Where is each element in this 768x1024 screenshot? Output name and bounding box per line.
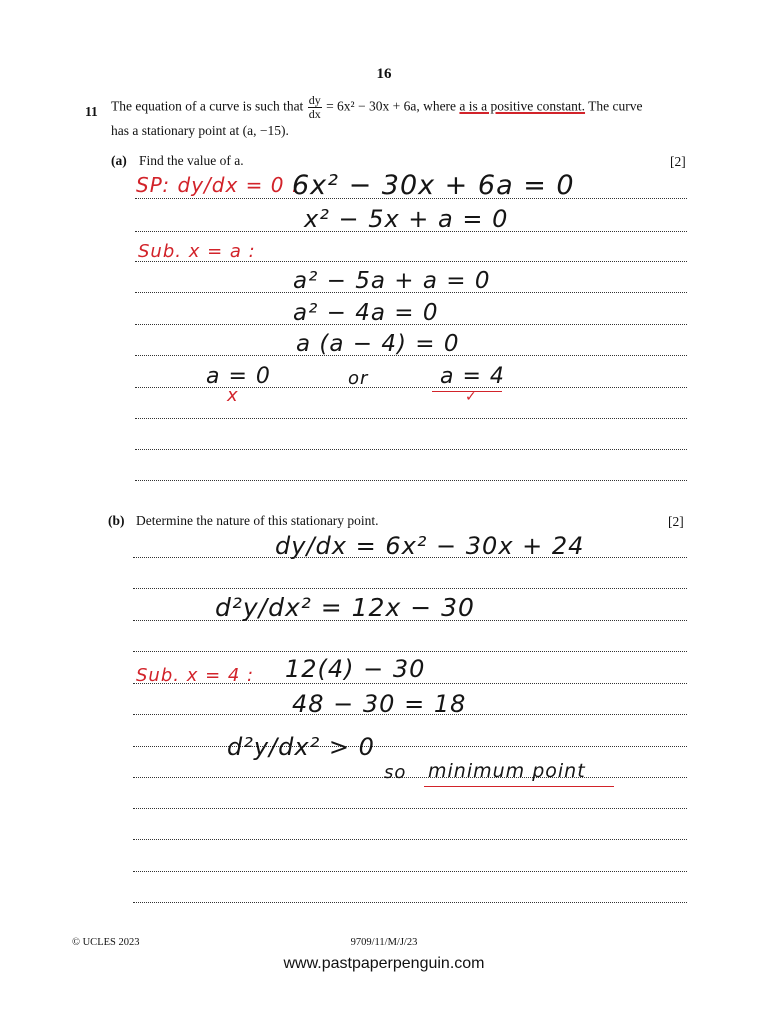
page-number: 16 [376,66,392,82]
part-b-label: (b) [108,513,125,528]
underlined-condition: a is a positive constant. [459,98,586,114]
hw-a-line5: a (a − 4) = 0 [296,331,460,357]
conclusion-underline [424,786,614,787]
hw-b-line5: d²y/dx² > 0 [227,733,375,761]
stem-text-3: The curve [588,98,643,114]
dy-dx-fraction [308,94,322,121]
hw-a-line4: a² − 4a = 0 [293,300,439,326]
dx-denominator: dx [308,107,321,121]
hw-tick-mark: ✓ [465,389,478,405]
answer-line [135,418,687,419]
hw-cross-mark: x [227,385,239,406]
part-a-marks: [2] [670,154,686,169]
dy-numerator: dy [308,93,321,107]
hw-b-line2: d²y/dx² = 12x − 30 [215,593,475,622]
hw-a-root2: a = 4 [440,364,505,389]
hw-conclusion: minimum point [428,760,586,782]
answer-line [135,480,687,481]
answer-line [133,777,687,778]
answer-line [133,588,687,589]
part-b-text: Determine the nature of this stationary point. [136,513,379,528]
hw-or: or [348,368,369,389]
answer-line [133,808,687,809]
question-number: 11 [85,104,98,119]
answer-line [133,871,687,872]
hw-b-line3: 12(4) − 30 [285,655,426,683]
answer-line [133,902,687,903]
hw-a-sub-label: Sub. x = a : [138,241,256,262]
part-a-label: (a) [111,153,127,168]
hw-a-line1: 6x² − 30x + 6a = 0 [292,170,575,201]
question-stem [111,94,701,141]
hw-b-line1: dy/dx = 6x² − 30x + 24 [275,532,585,560]
hw-b-line4: 48 − 30 = 18 [292,690,467,718]
footer-url[interactable]: www.pastpaperpenguin.com [283,955,485,972]
hw-b-sub-label: Sub. x = 4 : [136,665,255,686]
answer-line [133,651,687,652]
stem-text-2: = 6x² − 30x + 6a, where [326,98,457,114]
hw-sp-label: SP: dy/dx = 0 : [136,173,300,197]
stem-line-2: has a stationary point at (a, −15). [111,123,289,138]
footer-copyright: © UCLES 2023 [72,937,140,948]
footer-code: 9709/11/M/J/23 [350,937,418,948]
hw-a-line3: a² − 5a + a = 0 [293,268,491,294]
part-a-text: Find the value of a. [139,153,244,168]
answer-line [133,746,687,747]
part-b-marks: [2] [668,514,684,529]
hw-a-root1: a = 0 [206,364,271,389]
hw-a-line2: x² − 5x + a = 0 [304,205,509,233]
answer-line [135,449,687,450]
answer-line [133,839,687,840]
stem-text-1: The equation of a curve is such that [111,98,304,114]
hw-so: so [384,762,407,783]
